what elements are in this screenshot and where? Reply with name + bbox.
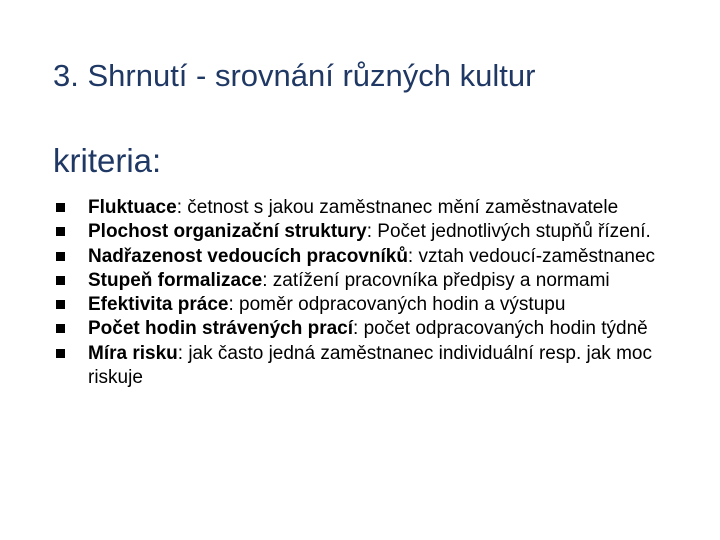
item-term: Nadřazenost vedoucích pracovníků [88,245,408,267]
item-text: : jak často jedná zaměstnanec individuální resp. jak moc riskuje [88,342,652,389]
list-item [56,245,676,269]
square-bullet-icon [56,227,65,236]
item-text: : počet odpracovaných hodin týdně [353,318,648,340]
item-text: : poměr odpracovaných hodin a výstupu [228,294,566,316]
item-text: : Počet jednotlivých stupňů řízení. [366,221,651,243]
item-term: Fluktuace [88,197,177,218]
item-text: : zatížení pracovníka předpisy a normami [262,269,610,291]
square-bullet-icon [56,300,65,309]
list-item [56,196,676,220]
square-bullet-icon [56,203,65,212]
item-term: Plochost organizační struktury [88,221,367,243]
item-text: : vztah vedoucí-zaměstnanec [407,245,656,267]
list-item [56,342,676,391]
item-term: Počet hodin strávených prací [88,318,354,340]
list-item [56,269,676,293]
item-term: Efektivita práce [88,294,229,316]
slide-title: 3. Shrnutí - srovnání různých kultur [53,58,536,93]
square-bullet-icon [56,324,65,333]
slide-subtitle: kriteria: [53,142,162,179]
square-bullet-icon [56,252,65,261]
list-item [56,293,676,317]
criteria-list [56,196,676,390]
item-term: Míra risku [88,342,178,364]
list-item [56,317,676,341]
list-item [56,220,676,244]
square-bullet-icon [56,349,65,358]
item-text: : četnost s jakou zaměstnanec mění zaměstnavatele [176,197,619,218]
item-term: Stupeň formalizace [88,269,263,291]
square-bullet-icon [56,276,65,285]
